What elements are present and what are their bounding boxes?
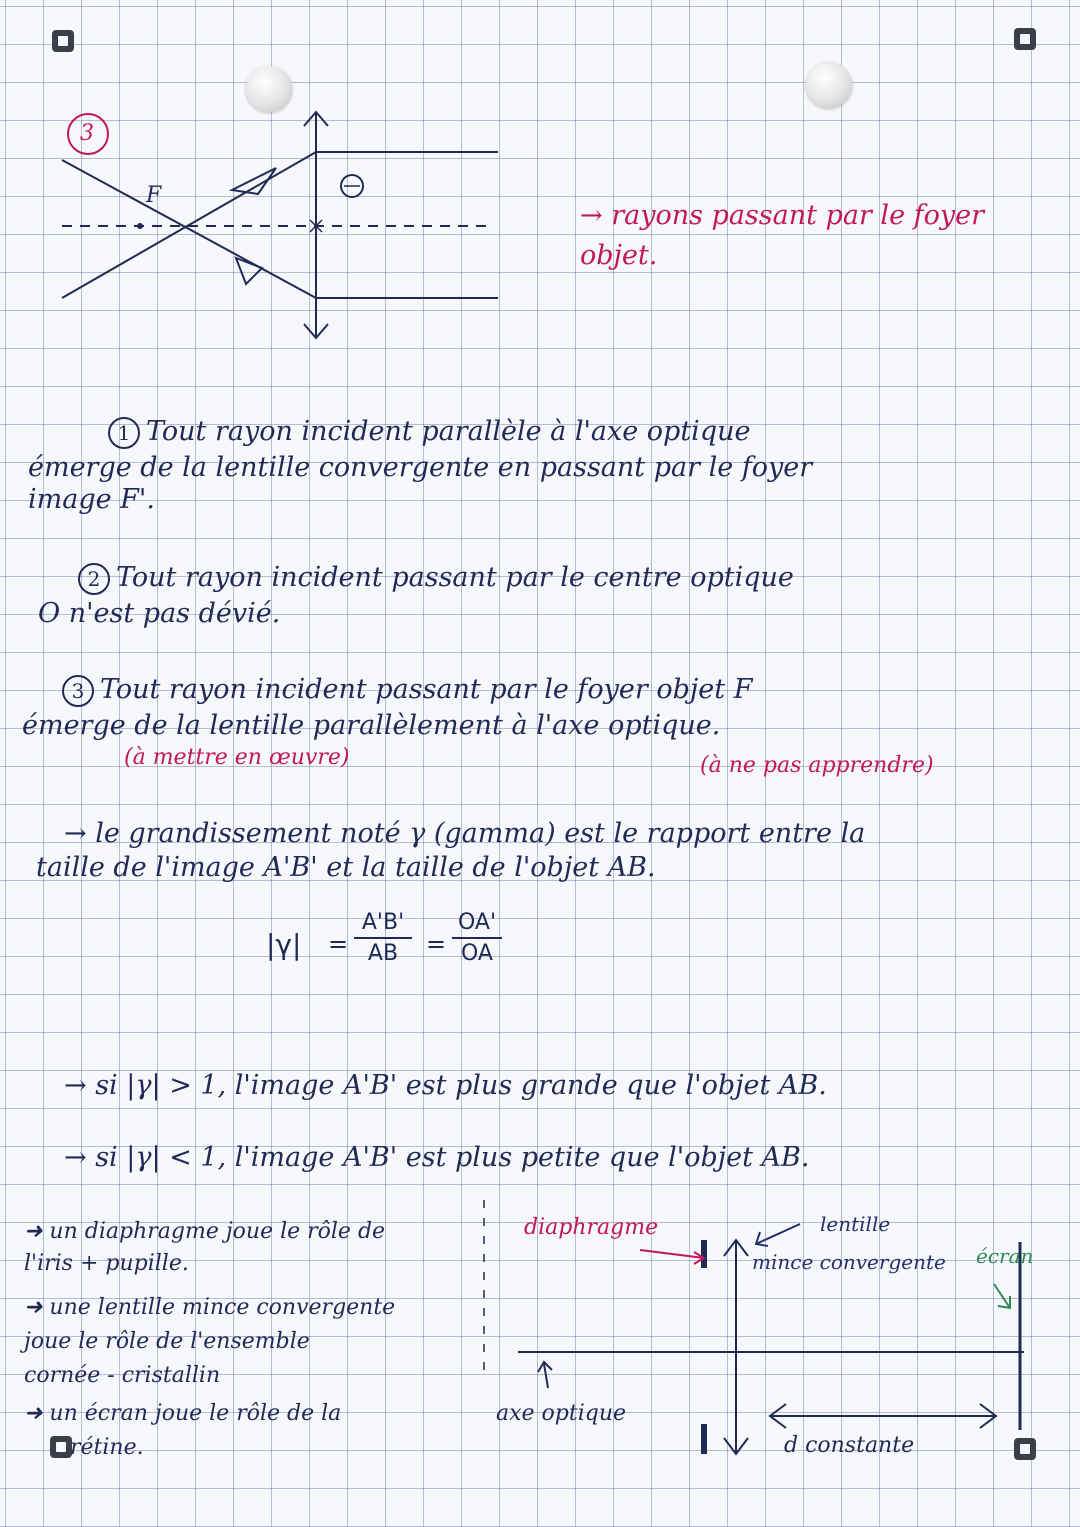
diagram-step-number: 3 [80, 121, 94, 146]
abs-gamma: |γ| [266, 928, 302, 961]
label-lentille: lentille [820, 1212, 891, 1236]
magnification-line-2: taille de l'image A'B' et la taille de l'objet AB. [36, 852, 656, 883]
diagram-note: → rayons passant par le foyer objet. [580, 200, 985, 271]
fraction-numerator-2: OA' [457, 910, 497, 935]
fraction-bar-1 [354, 937, 412, 939]
eye-item-3-line-2: rétine. [70, 1435, 144, 1460]
label-distance-constante: d constante [784, 1433, 915, 1458]
rule-3-text: Tout rayon incident passant par le foyer objet F [100, 674, 753, 705]
fraction-denominator-1: AB [367, 941, 399, 966]
eye-item-2-line-1: ➜ une lentille mince convergente [24, 1295, 396, 1320]
magnification-formula [266, 910, 506, 990]
rule-1-number: 1 [108, 417, 140, 449]
label-ecran: écran [976, 1244, 1034, 1268]
focal-point-label: F [146, 183, 162, 208]
fraction-numerator-1: A'B' [361, 910, 405, 935]
eye-item-1-line-1: ➜ un diaphragme joue le rôle de [24, 1219, 386, 1244]
fraction-denominator-2: OA [461, 941, 493, 966]
eye-item-3-line-1: ➜ un écran joue le rôle de la [24, 1401, 342, 1426]
rule-1-line-2: émerge de la lentille convergente en passant par le foyer [28, 452, 813, 483]
eye-item-2-line-2: joue le rôle de l'ensemble [24, 1329, 310, 1354]
eye-item-1-line-2: l'iris + pupille. [24, 1251, 189, 1276]
rule-3-line-1 [62, 674, 752, 707]
fraction-image-object [354, 910, 412, 966]
equals-sign-2: = [426, 930, 447, 958]
rule-3-number: 3 [62, 675, 94, 707]
fraction-bar-2 [452, 937, 502, 939]
rule-3-line-2: émerge de la lentille parallèlement à l'axe optique. [22, 710, 721, 741]
rule-1-line-1 [108, 416, 750, 449]
rule-1-line-3: image F'. [28, 484, 155, 515]
eye-item-2-line-3: cornée - cristallin [24, 1363, 221, 1388]
fraction-distances [452, 910, 502, 966]
rule-2-text: Tout rayon incident passant par le centre optique [116, 562, 794, 593]
note-not-to-learn: (à ne pas apprendre) [700, 753, 934, 778]
magnification-case-greater: → si |γ| > 1, l'image A'B' est plus grande que l'objet AB. [64, 1070, 827, 1101]
equals-sign-1: = [328, 930, 349, 958]
note-to-apply: (à mettre en œuvre) [124, 745, 350, 770]
rule-2-number: 2 [78, 563, 110, 595]
magnification-line-1: → le grandissement noté γ (gamma) est le rapport entre la [64, 818, 866, 849]
label-mince-convergente: mince convergente [752, 1250, 946, 1274]
rule-2-line-2: O n'est pas dévié. [38, 598, 281, 629]
label-axe-optique: axe optique [496, 1401, 627, 1426]
label-diaphragme: diaphragme [524, 1215, 659, 1240]
magnification-case-smaller: → si |γ| < 1, l'image A'B' est plus petite que l'objet AB. [64, 1142, 810, 1173]
rule-1-text: Tout rayon incident parallèle à l'axe optique [146, 416, 751, 447]
rule-2-line-1 [78, 562, 794, 595]
